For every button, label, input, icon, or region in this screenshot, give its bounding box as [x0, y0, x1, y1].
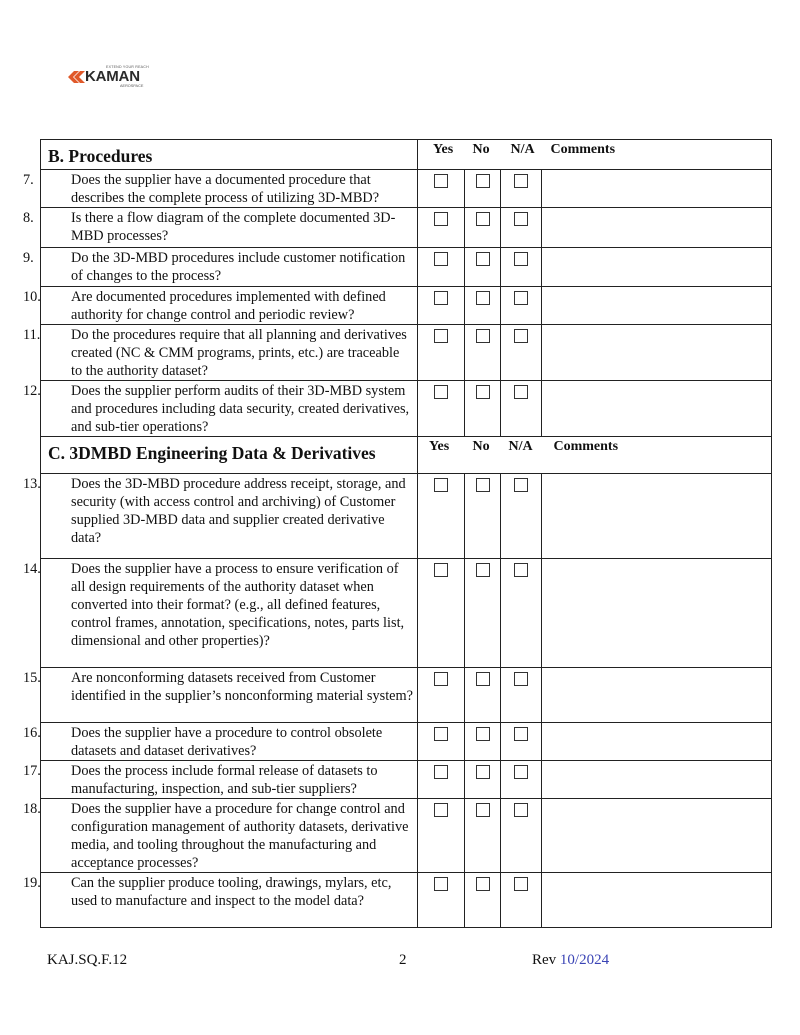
- logo-tagline: EXTEND YOUR REACH: [106, 65, 149, 69]
- checkbox-na[interactable]: [514, 877, 528, 891]
- answer-no-cell: [465, 208, 501, 248]
- checkbox-no[interactable]: [476, 212, 490, 226]
- question-row: [41, 325, 772, 381]
- column-header-na: N/A: [501, 140, 542, 170]
- question-cell: [23, 287, 418, 325]
- answer-yes-cell: [418, 248, 465, 287]
- section-header-row: [41, 437, 772, 474]
- question-text-wrap: [23, 669, 413, 705]
- answer-na-cell: [501, 761, 542, 799]
- question-text-wrap: [23, 800, 413, 872]
- procedures-checklist-table: [23, 139, 772, 928]
- checkbox-na[interactable]: [514, 385, 528, 399]
- checkbox-no[interactable]: [476, 329, 490, 343]
- checkbox-no[interactable]: [476, 765, 490, 779]
- checkbox-na[interactable]: [514, 803, 528, 817]
- answer-yes-cell: [418, 381, 465, 437]
- question-cell: [23, 873, 418, 928]
- question-text-wrap: [23, 171, 413, 207]
- question-text: Can the supplier produce tooling, drawings, mylars, etc, used to manufacture and inspect to the model data?: [71, 875, 392, 909]
- question-text: Is there a flow diagram of the complete documented 3D-MBD processes?: [71, 210, 396, 244]
- question-text-wrap: [23, 560, 413, 650]
- question-number: 16.: [23, 725, 41, 741]
- question-text-wrap: [23, 762, 413, 798]
- answer-yes-cell: [418, 761, 465, 799]
- question-text-wrap: [23, 874, 413, 910]
- answer-na-cell: [501, 248, 542, 287]
- answer-yes-cell: [418, 873, 465, 928]
- question-text: Does the supplier perform audits of their 3D-MBD system and procedures including data security, created derivatives, and sub-tier operations?: [71, 383, 410, 435]
- answer-yes-cell: [418, 208, 465, 248]
- question-text: Do the 3D-MBD procedures include customer notification of changes to the process?: [71, 250, 406, 284]
- question-cell: [23, 381, 418, 437]
- question-text: Are documented procedures implemented with defined authority for change control and periodic review?: [71, 289, 386, 323]
- question-text-wrap: [23, 326, 413, 380]
- checkbox-no[interactable]: [476, 291, 490, 305]
- section-title: C. 3DMBD Engineering Data & Derivatives: [41, 437, 418, 474]
- checkbox-yes[interactable]: [434, 329, 448, 343]
- question-row: [41, 799, 772, 873]
- checkbox-na[interactable]: [514, 329, 528, 343]
- answer-na-cell: [501, 559, 542, 668]
- question-cell: [23, 474, 418, 559]
- question-row: [41, 723, 772, 761]
- logo-wordmark: KAMAN: [85, 68, 140, 85]
- column-header-yes: Yes: [418, 140, 465, 170]
- question-text-wrap: [23, 724, 413, 760]
- comments-cell[interactable]: [542, 559, 772, 668]
- section-title: B. Procedures: [41, 140, 418, 170]
- question-row: [41, 668, 772, 723]
- question-cell: [23, 208, 418, 248]
- question-row: [41, 170, 772, 208]
- checkbox-na[interactable]: [514, 563, 528, 577]
- checkbox-no[interactable]: [476, 672, 490, 686]
- question-text: Do the procedures require that all planning and derivatives created (NC & CMM programs, prints, etc.) are traceable to the authority dataset?: [71, 327, 407, 379]
- question-text-wrap: [23, 288, 413, 324]
- question-number: 12.: [23, 383, 41, 399]
- question-row: [41, 208, 772, 248]
- question-cell: [23, 761, 418, 799]
- answer-no-cell: [465, 873, 501, 928]
- checkbox-no[interactable]: [476, 803, 490, 817]
- checkbox-yes[interactable]: [434, 291, 448, 305]
- question-row: [41, 248, 772, 287]
- column-header-comments: Comments: [542, 437, 772, 474]
- question-number: 9.: [23, 250, 34, 266]
- checkbox-yes[interactable]: [434, 174, 448, 188]
- answer-yes-cell: [418, 723, 465, 761]
- column-header-comments: Comments: [542, 140, 772, 170]
- checkbox-yes[interactable]: [434, 877, 448, 891]
- answer-no-cell: [465, 799, 501, 873]
- question-text: Does the supplier have a documented procedure that describes the complete process of utilizing 3D-MBD?: [71, 172, 380, 206]
- comments-cell[interactable]: [542, 287, 772, 325]
- checkbox-na[interactable]: [514, 672, 528, 686]
- checkbox-yes[interactable]: [434, 252, 448, 266]
- question-cell: [23, 799, 418, 873]
- comments-cell[interactable]: [542, 381, 772, 437]
- comments-cell[interactable]: [542, 248, 772, 287]
- checkbox-yes[interactable]: [434, 803, 448, 817]
- question-cell: [23, 668, 418, 723]
- answer-na-cell: [501, 381, 542, 437]
- question-text-wrap: [23, 475, 413, 547]
- checkbox-na[interactable]: [514, 212, 528, 226]
- question-number: 10.: [23, 289, 41, 305]
- question-text: Does the supplier have a procedure to control obsolete datasets and dataset derivatives?: [71, 725, 383, 759]
- revision: [532, 952, 609, 969]
- column-header-yes: Yes: [418, 437, 465, 474]
- answer-no-cell: [465, 761, 501, 799]
- comments-cell[interactable]: [542, 873, 772, 928]
- question-number: 15.: [23, 670, 41, 686]
- question-row: [41, 761, 772, 799]
- answer-yes-cell: [418, 559, 465, 668]
- question-row: [41, 287, 772, 325]
- answer-na-cell: [501, 873, 542, 928]
- question-number: 11.: [23, 327, 41, 343]
- answer-na-cell: [501, 474, 542, 559]
- question-text: Does the 3D-MBD procedure address receipt, storage, and security (with access control and archiving) of Customer supplied 3D-MBD data and supplier created derivative data?: [71, 476, 406, 546]
- checkbox-yes[interactable]: [434, 727, 448, 741]
- comments-cell[interactable]: [542, 170, 772, 208]
- checkbox-no[interactable]: [476, 478, 490, 492]
- checkbox-no[interactable]: [476, 385, 490, 399]
- checkbox-yes[interactable]: [434, 672, 448, 686]
- checkbox-yes[interactable]: [434, 385, 448, 399]
- answer-yes-cell: [418, 287, 465, 325]
- answer-no-cell: [465, 248, 501, 287]
- question-text-wrap: [23, 382, 413, 436]
- question-text: Does the process include formal release of datasets to manufacturing, inspection, and sub-tier suppliers?: [71, 763, 378, 797]
- answer-yes-cell: [418, 170, 465, 208]
- question-text-wrap: [23, 249, 413, 285]
- revision-date: 10/2024: [559, 952, 610, 968]
- answer-no-cell: [465, 559, 501, 668]
- question-row: [41, 873, 772, 928]
- question-text: Does the supplier have a procedure for change control and configuration management of authority datasets, derivative media, and tooling throughout the manufacturing and acceptance processes?: [71, 801, 409, 871]
- answer-no-cell: [465, 325, 501, 381]
- checkbox-na[interactable]: [514, 252, 528, 266]
- comments-cell[interactable]: [542, 325, 772, 381]
- question-number: 17.: [23, 763, 41, 779]
- checkbox-na[interactable]: [514, 174, 528, 188]
- question-number: 14.: [23, 561, 41, 577]
- comments-cell[interactable]: [542, 761, 772, 799]
- question-number: 7.: [23, 172, 34, 188]
- question-number: 8.: [23, 210, 34, 226]
- checkbox-no[interactable]: [476, 727, 490, 741]
- column-header-na: N/A: [501, 437, 542, 474]
- logo-subtitle: AEROSPACE: [120, 84, 144, 88]
- answer-no-cell: [465, 668, 501, 723]
- question-cell: [23, 559, 418, 668]
- kaman-logo: [64, 62, 164, 98]
- answer-na-cell: [501, 287, 542, 325]
- answer-yes-cell: [418, 325, 465, 381]
- answer-no-cell: [465, 723, 501, 761]
- checkbox-na[interactable]: [514, 291, 528, 305]
- question-number: 19.: [23, 875, 41, 891]
- checkbox-no[interactable]: [476, 877, 490, 891]
- comments-cell[interactable]: [542, 474, 772, 559]
- checkbox-yes[interactable]: [434, 212, 448, 226]
- answer-no-cell: [465, 170, 501, 208]
- question-text-wrap: [23, 209, 413, 245]
- question-cell: [23, 723, 418, 761]
- answer-yes-cell: [418, 668, 465, 723]
- page-number: 2: [399, 952, 407, 968]
- checklist-body: [23, 140, 772, 928]
- checkbox-na[interactable]: [514, 478, 528, 492]
- question-cell: [23, 170, 418, 208]
- question-cell: [23, 325, 418, 381]
- answer-no-cell: [465, 474, 501, 559]
- comments-cell[interactable]: [542, 668, 772, 723]
- question-row: [41, 474, 772, 559]
- checkbox-yes[interactable]: [434, 478, 448, 492]
- answer-no-cell: [465, 381, 501, 437]
- question-text: Are nonconforming datasets received from Customer identified in the supplier’s nonconforming material system?: [71, 670, 413, 704]
- checkbox-no[interactable]: [476, 252, 490, 266]
- comments-cell[interactable]: [542, 799, 772, 873]
- answer-na-cell: [501, 723, 542, 761]
- checkbox-yes[interactable]: [434, 563, 448, 577]
- revision-label: Rev: [532, 952, 557, 968]
- answer-yes-cell: [418, 474, 465, 559]
- checkbox-na[interactable]: [514, 765, 528, 779]
- answer-na-cell: [501, 325, 542, 381]
- question-row: [41, 381, 772, 437]
- checkbox-no[interactable]: [476, 174, 490, 188]
- question-row: [41, 559, 772, 668]
- column-header-no: No: [465, 140, 501, 170]
- section-header-row: [41, 140, 772, 170]
- question-number: 18.: [23, 801, 41, 817]
- comments-cell[interactable]: [542, 723, 772, 761]
- answer-na-cell: [501, 170, 542, 208]
- answer-na-cell: [501, 668, 542, 723]
- answer-na-cell: [501, 799, 542, 873]
- answer-no-cell: [465, 287, 501, 325]
- kaman-chevron-icon: [68, 71, 86, 83]
- answer-na-cell: [501, 208, 542, 248]
- document-id: KAJ.SQ.F.12: [47, 952, 128, 968]
- question-number: 13.: [23, 476, 41, 492]
- checkbox-yes[interactable]: [434, 765, 448, 779]
- column-header-no: No: [465, 437, 501, 474]
- answer-yes-cell: [418, 799, 465, 873]
- comments-cell[interactable]: [542, 208, 772, 248]
- checkbox-no[interactable]: [476, 563, 490, 577]
- question-text: Does the supplier have a process to ensure verification of all design requirements of the authority dataset when converted into their format? (e.g., all defined features, control frames, annotation, specifications, notes, parts list, dimensional and other properties)?: [71, 561, 405, 649]
- checkbox-na[interactable]: [514, 727, 528, 741]
- question-cell: [23, 248, 418, 287]
